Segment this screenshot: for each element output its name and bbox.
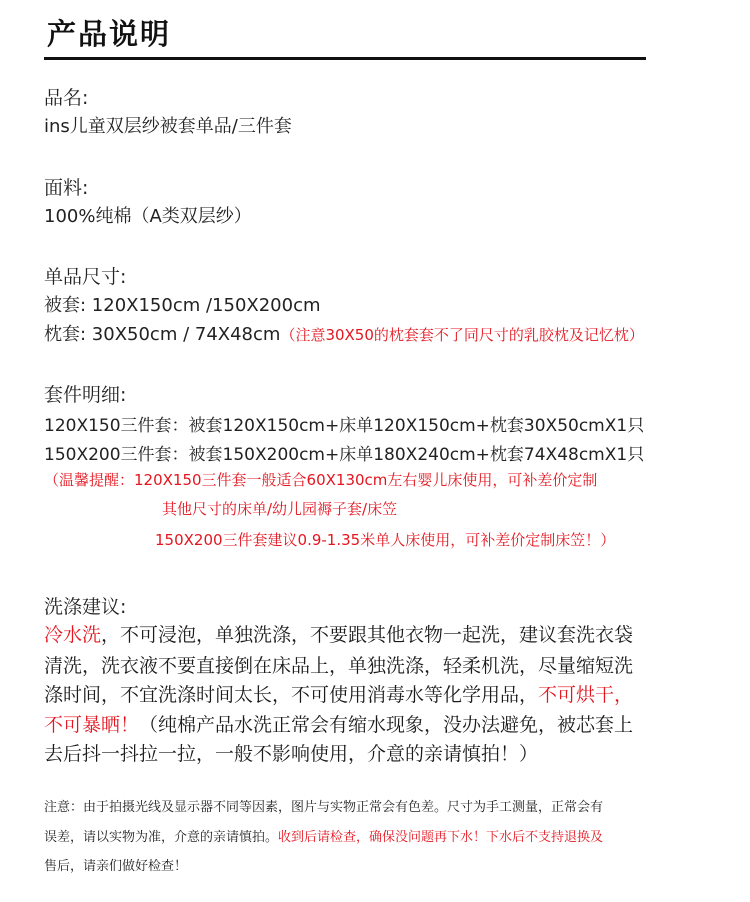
title-divider: [44, 57, 646, 60]
duvet-size: 被套: 120X150cm /150X200cm: [44, 295, 321, 316]
set-tip-line1: （温馨提醒：120X150三件套一般适合60X130cm左右婴儿床使用，可补差价定制: [44, 471, 598, 489]
name-label: 品名:: [44, 87, 89, 109]
name-value: ins儿童双层纱被套单品/三件套: [44, 116, 292, 137]
pillow-size-row: [44, 320, 644, 346]
set-tip-line2: 其他尺寸的床单/幼儿园褥子套/床笠: [162, 500, 398, 518]
washing-line3: [44, 680, 633, 707]
pillow-size-note: （注意30X50的枕套套不了同尺寸的乳胶枕及记忆枕）: [280, 326, 644, 344]
set-detail-150: 150X200三件套：被套150X200cm+床单180X240cm+枕套74X48cmX1只: [44, 445, 645, 465]
pillow-size: 枕套: 30X50cm / 74X48cm: [44, 324, 281, 345]
no-sun-exposure-warning: 不可暴晒！: [44, 714, 140, 736]
washing-line1-text: ，不可浸泡，单独洗涤，不要跟其他衣物一起洗，建议套洗衣袋: [101, 624, 634, 646]
washing-line1: [44, 620, 633, 647]
fabric-value: 100%纯棉（A类双层纱）: [44, 206, 252, 227]
cold-wash-warning: 冷水洗: [44, 624, 102, 646]
footer-check-warning: 收到后请检查，确保没问题再下水！下水后不支持退换及: [278, 830, 604, 845]
set-tip-line3: 150X200三件套建议0.9-1.35米单人床使用，可补差价定制床笠！）: [155, 531, 616, 549]
washing-label: 洗涤建议:: [44, 596, 127, 618]
set-detail-120: 120X150三件套：被套120X150cm+床单120X150cm+枕套30X50cmX1只: [44, 416, 645, 436]
footer-line2: [44, 826, 603, 845]
no-tumble-dry-warning: 不可烘干，: [538, 684, 634, 706]
footer-line1: 注意：由于拍摄光线及显示器不同等因素，图片与实物正常会有色差。尺寸为手工测量，正常会有: [44, 800, 604, 815]
page-title: 产品说明: [47, 17, 172, 51]
footer-line2-text: 误差，请以实物为准，介意的亲请慎拍。: [44, 830, 279, 845]
washing-line2: 清洗，洗衣液不要直接倒在床品上，单独洗涤，轻柔机洗，尽量缩短洗: [44, 655, 634, 677]
washing-line3-text: 涤时间，不宜洗涤时间太长，不可使用消毒水等化学用品，: [44, 684, 539, 706]
washing-line4-text: （纯棉产品水洗正常会有缩水现象，没办法避免，被芯套上: [139, 714, 634, 736]
sets-label: 套件明细:: [44, 384, 127, 406]
fabric-label: 面料:: [44, 177, 89, 199]
washing-line5: 去后抖一抖拉一拉，一般不影响使用，介意的亲请慎拍！）: [44, 743, 539, 765]
footer-line3: 售后，请亲们做好检查！: [44, 859, 188, 874]
sizes-label: 单品尺寸:: [44, 266, 127, 288]
washing-line4: [44, 710, 633, 737]
